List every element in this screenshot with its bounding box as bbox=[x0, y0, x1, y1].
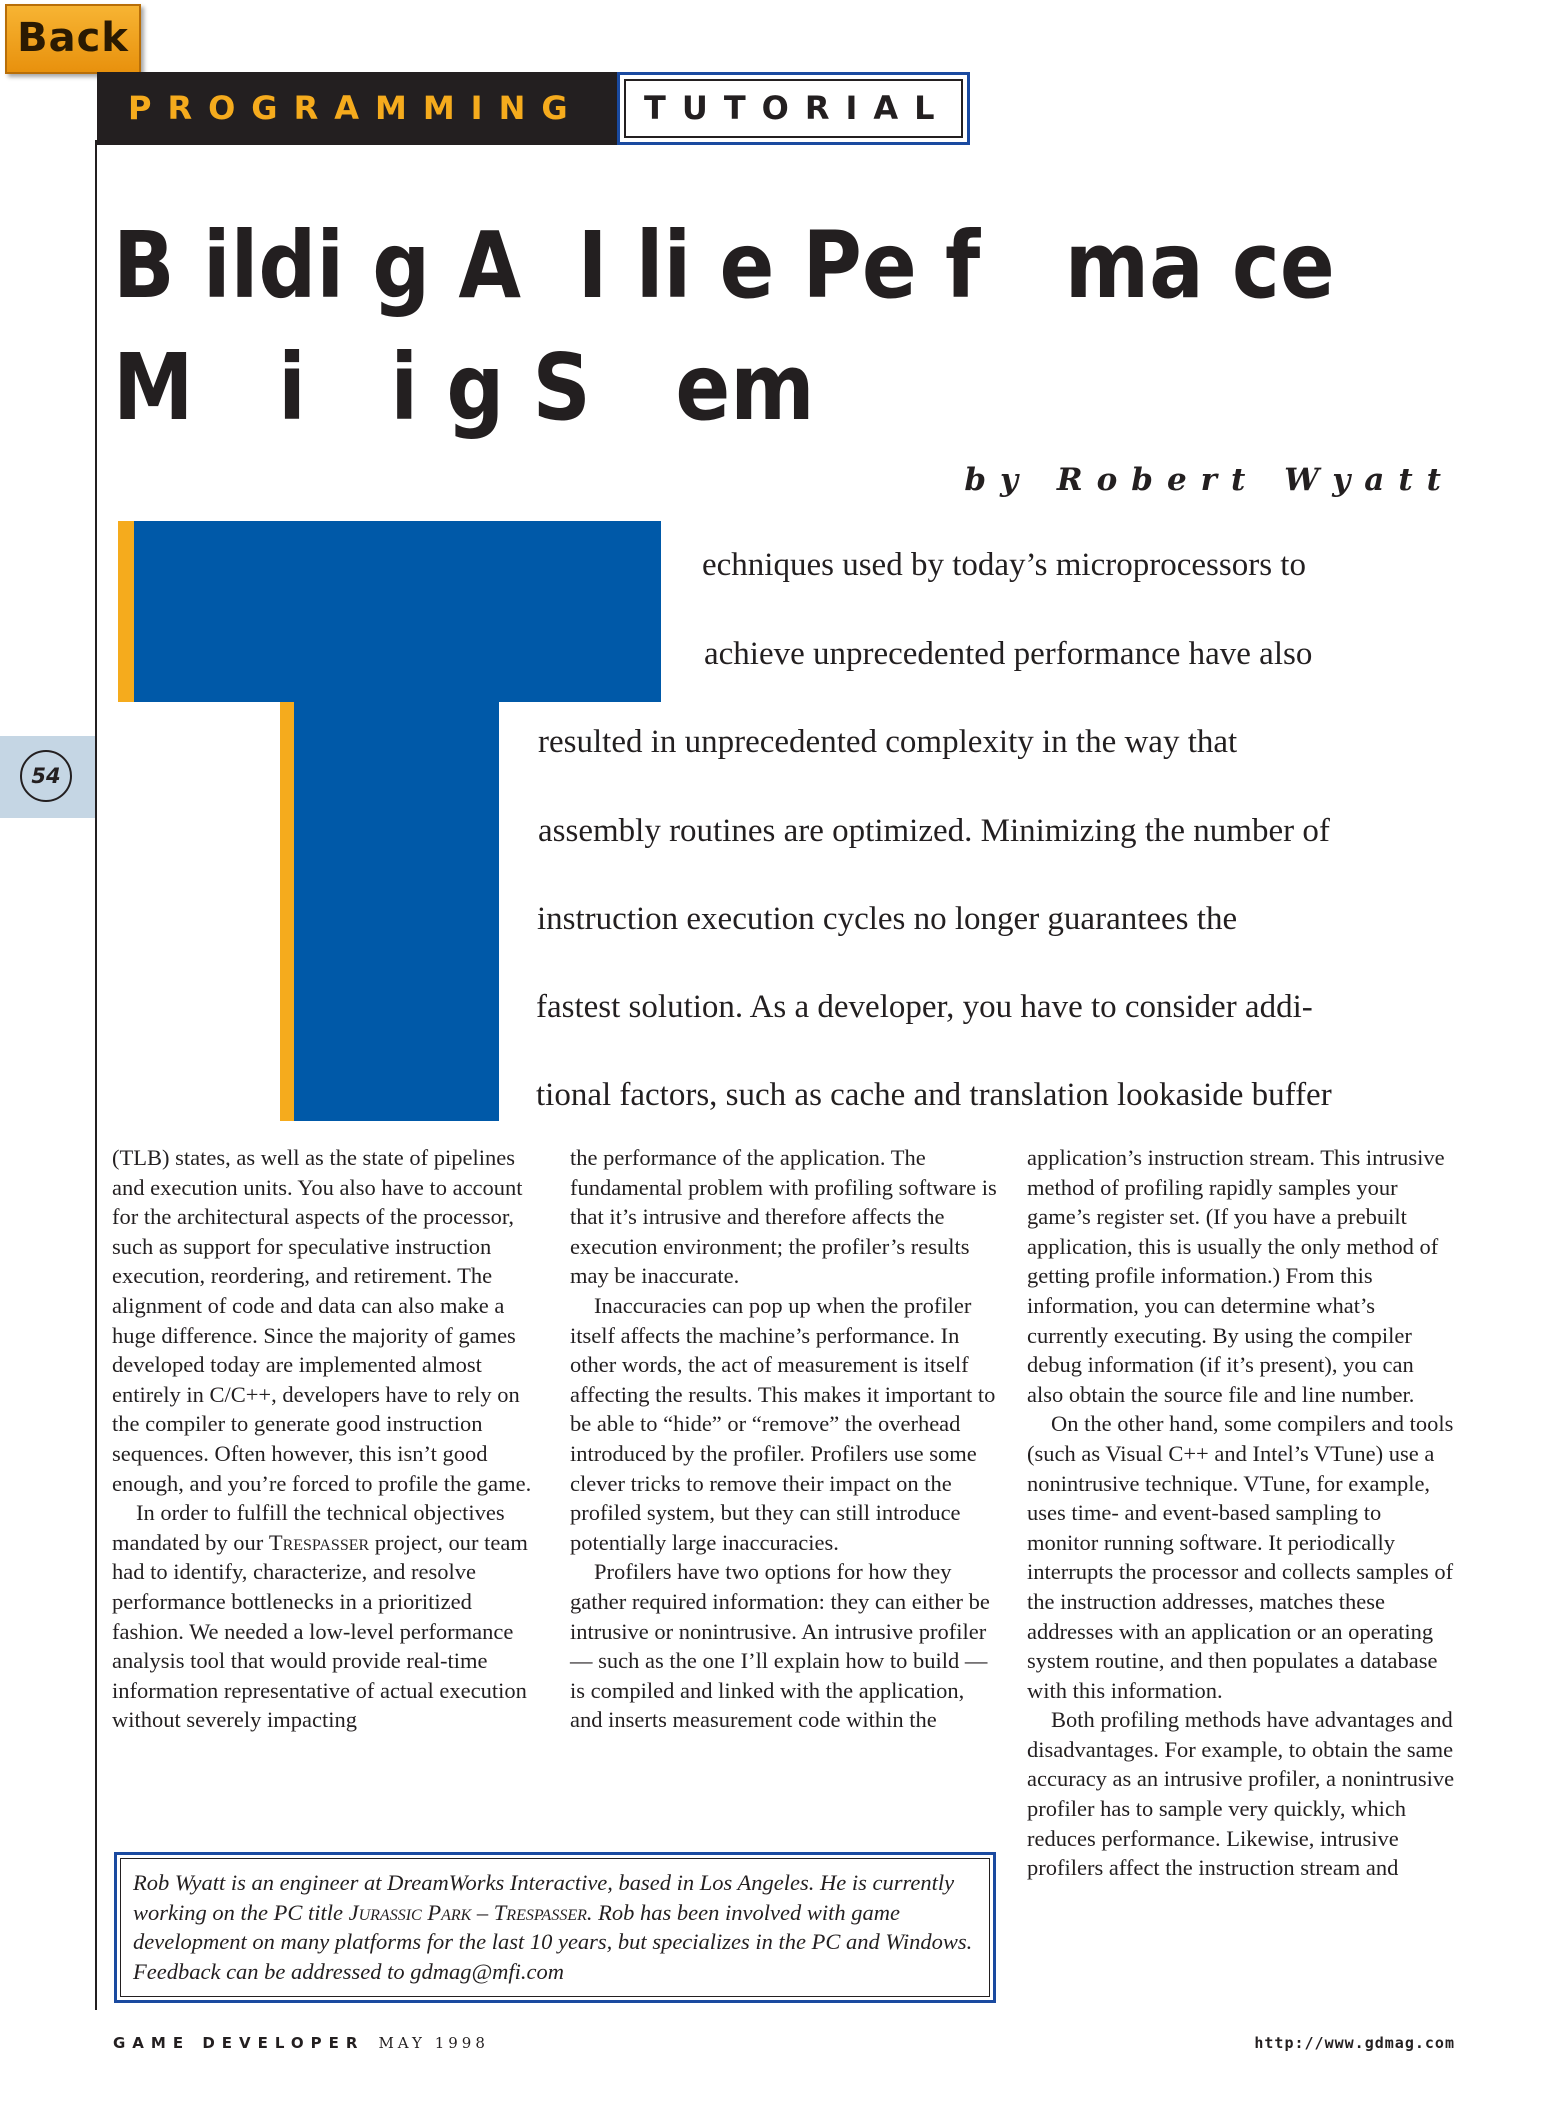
body-column-2 bbox=[570, 1143, 998, 1735]
paragraph: In order to fulfill the technical objectives mandated by our Trespasser project, our team had to identify, characterize, and resolve performance bottlenecks in a prioritized fashion. We needed a low-level performance analysis tool that would provide real-time information representative of actual execution without severely impacting bbox=[112, 1500, 528, 1733]
drop-cap-shadow-stem bbox=[280, 702, 294, 1121]
paragraph: the performance of the application. The fundamental problem with profiling software is that it’s intrusive and therefore affects the execution environment; the profiler’s results may be inaccurate. bbox=[570, 1145, 997, 1289]
author-bio-box: Rob Wyatt is an engineer at DreamWorks Interactive, based in Los Angeles. He is currently working on the PC title Jurassic Park – Trespasser. Rob has been involved with game development on many platforms for the last 10 years, but specializes in the PC and Windows. Feedback can be addressed to gdmag@mfi.com bbox=[114, 1852, 996, 2003]
paragraph: Inaccuracies can pop up when the profiler itself affects the machine’s performance. In other words, the act of measurement is itself affecting the results. This makes it important to be able to “hide” or “remove” the overhead introduced by the profiler. Profilers use some clever tricks to remove their impact on the profiled system, but they can still introduce potentially large inaccuracies. bbox=[570, 1292, 996, 1555]
back-button[interactable]: Back bbox=[5, 4, 141, 74]
paragraph: Profilers have two options for how they gather required information: they can either be intrusive or nonintrusive. An intrusive profiler — such as the one I’ll explain how to build — is compiled and linked with the application, and inserts measurement code within the bbox=[570, 1559, 990, 1733]
byline: by Robert Wyatt bbox=[964, 462, 1455, 498]
intro-line: instruction execution cycles no longer guarantees the bbox=[537, 901, 1238, 937]
intro-line: tional factors, such as cache and translation lookaside buffer bbox=[536, 1077, 1332, 1113]
footer-magazine: GAME DEVELOPER MAY 1998 bbox=[113, 2034, 489, 2052]
paragraph: On the other hand, some compilers and tools (such as Visual C++ and Intel’s VTune) use a nonintrusive technique. VTune, for example, uses time- and event-based sampling to monitor running software. It periodically interrupts the processor and collects samples of the instruction addresses, matches these addresses with an application or an operating system routine, and then populates a database with this information. bbox=[1027, 1411, 1454, 1703]
game-title: Jurassic Park – Trespasser bbox=[348, 1899, 587, 1925]
paragraph: Both profiling methods have advantages and disadvantages. For example, to obtain the same accuracy as an intrusive profiler, a nonintrusive profiler has to sample very quickly, which reduces performance. Likewise, intrusive profilers affect the instruction stream and bbox=[1027, 1707, 1455, 1881]
intro-line: assembly routines are optimized. Minimizing the number of bbox=[538, 813, 1330, 849]
game-title: Trespasser bbox=[268, 1529, 370, 1555]
body-column-1 bbox=[112, 1143, 535, 1735]
drop-cap-bar bbox=[134, 521, 661, 702]
paragraph: (TLB) states, as well as the state of pipelines and execution units. You also have to account for the architectural aspects of the processor, such as support for speculative instruction execution, reordering, and retirement. The alignment of code and data can also make a huge difference. Since the majority of games developed today are implemented almost entirely in C/C++, developers have to rely on the compiler to generate good instruction sequences. Often however, this isn’t good enough, and you’re forced to profile the game. bbox=[112, 1145, 532, 1496]
drop-cap-shadow-top bbox=[118, 521, 134, 702]
intro-line: fastest solution. As a developer, you have to consider addi- bbox=[536, 989, 1313, 1025]
intro-line: achieve unprecedented performance have also bbox=[704, 636, 1313, 672]
page-number-tab bbox=[0, 736, 95, 818]
drop-cap-stem bbox=[294, 702, 499, 1121]
footer-issue: MAY 1998 bbox=[378, 2034, 489, 2052]
body-column-3 bbox=[1027, 1143, 1455, 1883]
page-number: 54 bbox=[20, 750, 72, 802]
footer-url[interactable]: http://www.gdmag.com bbox=[1254, 2034, 1455, 2052]
intro-line: resulted in unprecedented complexity in the way that bbox=[538, 724, 1238, 760]
section-label: PROGRAMMING bbox=[97, 72, 617, 145]
left-margin-rule bbox=[95, 140, 97, 2010]
intro-line: echniques used by today’s microprocessors to bbox=[702, 547, 1306, 583]
article-title: B ildi g A I li e Pe f ma ce M i i g S em bbox=[113, 212, 1335, 441]
section-type-label: TUTORIAL bbox=[617, 72, 970, 145]
paragraph: application’s instruction stream. This intrusive method of profiling rapidly samples your game’s register set. (If you have a prebuilt application, this is usually the only method of getting profile information.) From this information, you can determine what’s currently executing. By using the compiler debug information (if it’s present), you can also obtain the source file and line number. bbox=[1027, 1145, 1445, 1407]
